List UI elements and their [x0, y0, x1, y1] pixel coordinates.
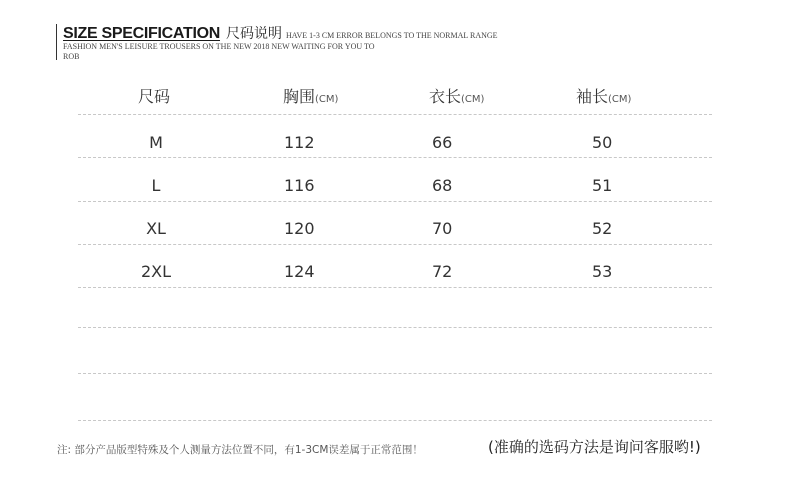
- cell-size: XL: [146, 219, 166, 238]
- title-cn: 尺码说明: [225, 26, 282, 42]
- column-header-unit: (CM): [608, 94, 632, 105]
- cell-size: M: [149, 133, 163, 152]
- column-header-label: 衣长: [429, 87, 462, 106]
- column-header-unit: (CM): [315, 94, 339, 105]
- cell-size: 2XL: [140, 262, 172, 281]
- header-subtitle: FASHION MEN'S LEISURE TROUSERS ON THE NEW 2018 NEW WAITING FOR YOU TO ROB: [63, 42, 375, 61]
- column-header-length: [429, 84, 484, 107]
- column-header-label: 尺码: [138, 87, 171, 106]
- footer-note: 注: 部分产品版型特殊及个人测量方法位置不同，有1-3CM误差属于正常范围！: [57, 444, 423, 456]
- row-divider: [78, 244, 712, 245]
- header-title: [63, 23, 498, 43]
- title-en: SIZE SPECIFICATION: [63, 25, 220, 42]
- column-header-size: [138, 84, 170, 107]
- row-divider: [78, 287, 712, 288]
- cell-chest: 112: [284, 133, 315, 152]
- cell-length: 72: [432, 262, 453, 281]
- cell-chest: 116: [284, 176, 315, 195]
- cell-chest: 124: [284, 262, 315, 281]
- cell-chest: 120: [284, 219, 315, 238]
- cell-length: 66: [432, 133, 453, 152]
- column-header-label: 袖长: [576, 87, 609, 106]
- cell-size: L: [151, 176, 161, 195]
- column-header-label: 胸围: [283, 87, 316, 106]
- row-divider: [78, 114, 712, 115]
- cell-sleeve: 53: [592, 262, 613, 281]
- cell-length: 70: [432, 219, 453, 238]
- error-note: HAVE 1-3 CM ERROR BELONGS TO THE NORMAL RANGE: [285, 31, 498, 40]
- column-header-sleeve: [576, 84, 631, 107]
- row-divider: [78, 420, 712, 421]
- column-header-chest: [283, 84, 338, 107]
- row-divider: [78, 327, 712, 328]
- cell-length: 68: [432, 176, 453, 195]
- footer-emphasis: (准确的选码方法是询问客服哟!): [488, 438, 701, 456]
- row-divider: [78, 373, 712, 374]
- column-header-unit: (CM): [461, 94, 485, 105]
- row-divider: [78, 201, 712, 202]
- cell-sleeve: 52: [592, 219, 613, 238]
- cell-sleeve: 50: [592, 133, 613, 152]
- header-accent-bar: [56, 24, 57, 60]
- row-divider: [78, 157, 712, 158]
- cell-sleeve: 51: [592, 176, 613, 195]
